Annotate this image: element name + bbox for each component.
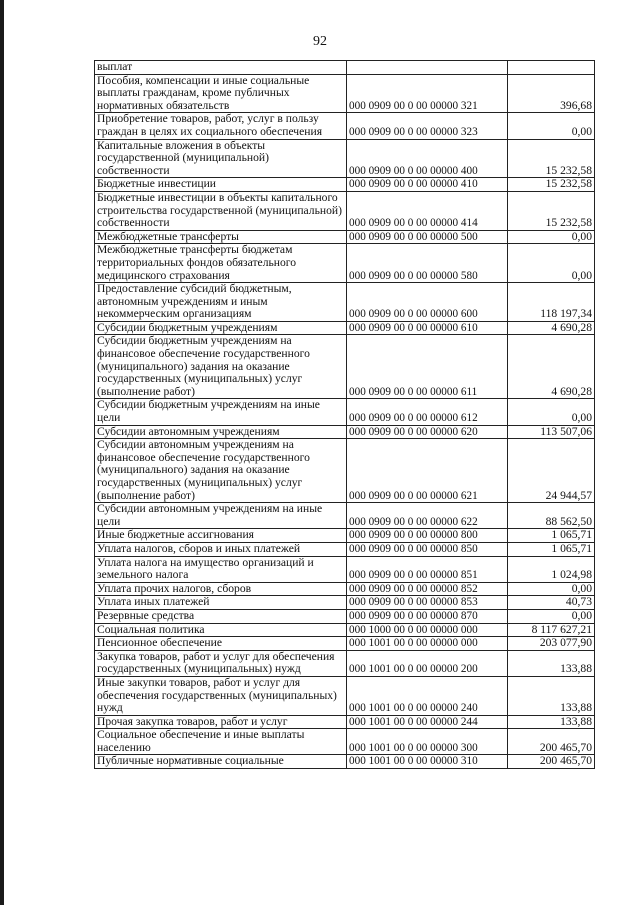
row-code-cell: 000 1001 00 0 00 00000 300 [347, 729, 508, 755]
row-code-cell: 000 0909 00 0 00 00000 321 [347, 74, 508, 113]
table-row [95, 556, 595, 582]
row-sum-cell: 40,73 [508, 596, 595, 610]
row-code-cell: 000 0909 00 0 00 00000 323 [347, 113, 508, 139]
table-row [95, 715, 595, 729]
row-code-cell: 000 0909 00 0 00 00000 800 [347, 529, 508, 543]
table-row [95, 61, 595, 75]
table-row [95, 542, 595, 556]
row-name-cell: Иные бюджетные ассигнования [95, 529, 347, 543]
row-sum-cell: 0,00 [508, 582, 595, 596]
row-sum-cell: 0,00 [508, 113, 595, 139]
row-name-cell: Публичные нормативные социальные [95, 755, 347, 769]
row-sum-cell: 133,88 [508, 715, 595, 729]
row-sum-cell: 0,00 [508, 244, 595, 283]
row-code-cell: 000 1001 00 0 00 00000 000 [347, 637, 508, 651]
row-code-cell: 000 0909 00 0 00 00000 853 [347, 596, 508, 610]
row-sum-cell: 133,88 [508, 650, 595, 676]
budget-table-body [95, 61, 595, 769]
row-code-cell: 000 0909 00 0 00 00000 612 [347, 399, 508, 425]
row-code-cell: 000 0909 00 0 00 00000 500 [347, 230, 508, 244]
row-name-cell: Субсидии автономным учреждениям на финансовое обеспечение государственного (муниципального) задания на оказание государственных (муниципальных) услуг (выполнение работ) [95, 439, 347, 503]
row-sum-cell: 15 232,58 [508, 191, 595, 230]
row-name-cell: Уплата налогов, сборов и иных платежей [95, 542, 347, 556]
row-code-cell: 000 0909 00 0 00 00000 620 [347, 425, 508, 439]
row-code-cell: 000 0909 00 0 00 00000 850 [347, 542, 508, 556]
row-code-cell: 000 0909 00 0 00 00000 851 [347, 556, 508, 582]
table-row [95, 729, 595, 755]
row-code-cell [347, 61, 508, 75]
table-row [95, 74, 595, 113]
row-sum-cell: 8 117 627,21 [508, 623, 595, 637]
row-sum-cell: 15 232,58 [508, 178, 595, 192]
table-row [95, 283, 595, 322]
row-name-cell: Социальное обеспечение и иные выплаты населению [95, 729, 347, 755]
row-name-cell: Социальная политика [95, 623, 347, 637]
row-name-cell: Уплата налога на имущество организаций и земельного налога [95, 556, 347, 582]
row-sum-cell: 133,88 [508, 676, 595, 715]
table-row [95, 529, 595, 543]
row-code-cell: 000 0909 00 0 00 00000 410 [347, 178, 508, 192]
table-row [95, 676, 595, 715]
table-row [95, 596, 595, 610]
row-sum-cell: 15 232,58 [508, 139, 595, 178]
row-sum-cell: 1 024,98 [508, 556, 595, 582]
table-row [95, 178, 595, 192]
row-sum-cell: 200 465,70 [508, 755, 595, 769]
row-sum-cell: 4 690,28 [508, 335, 595, 399]
row-code-cell: 000 0909 00 0 00 00000 610 [347, 321, 508, 335]
table-row [95, 230, 595, 244]
row-code-cell: 000 0909 00 0 00 00000 611 [347, 335, 508, 399]
row-code-cell: 000 0909 00 0 00 00000 621 [347, 439, 508, 503]
row-sum-cell: 1 065,71 [508, 529, 595, 543]
row-name-cell: Прочая закупка товаров, работ и услуг [95, 715, 347, 729]
table-row [95, 335, 595, 399]
row-sum-cell: 88 562,50 [508, 503, 595, 529]
row-name-cell: Субсидии бюджетным учреждениям на иные цели [95, 399, 347, 425]
row-name-cell: Предоставление субсидий бюджетным, автономным учреждениям и иным некоммерческим организациям [95, 283, 347, 322]
row-name-cell: Капитальные вложения в объекты государственной (муниципальной) собственности [95, 139, 347, 178]
table-row [95, 623, 595, 637]
row-code-cell: 000 0909 00 0 00 00000 600 [347, 283, 508, 322]
table-row [95, 399, 595, 425]
row-sum-cell: 4 690,28 [508, 321, 595, 335]
table-row [95, 637, 595, 651]
row-name-cell: Уплата прочих налогов, сборов [95, 582, 347, 596]
table-row [95, 113, 595, 139]
row-code-cell: 000 1000 00 0 00 00000 000 [347, 623, 508, 637]
row-name-cell: Межбюджетные трансферты [95, 230, 347, 244]
row-sum-cell: 0,00 [508, 230, 595, 244]
row-name-cell: выплат [95, 61, 347, 75]
row-code-cell: 000 0909 00 0 00 00000 870 [347, 609, 508, 623]
row-code-cell: 000 0909 00 0 00 00000 580 [347, 244, 508, 283]
table-row [95, 755, 595, 769]
table-row [95, 244, 595, 283]
row-name-cell: Пенсионное обеспечение [95, 637, 347, 651]
table-row [95, 321, 595, 335]
row-name-cell: Межбюджетные трансферты бюджетам территориальных фондов обязательного медицинского страхования [95, 244, 347, 283]
row-code-cell: 000 1001 00 0 00 00000 240 [347, 676, 508, 715]
table-row [95, 650, 595, 676]
row-code-cell: 000 1001 00 0 00 00000 310 [347, 755, 508, 769]
row-code-cell: 000 0909 00 0 00 00000 400 [347, 139, 508, 178]
row-sum-cell [508, 61, 595, 75]
table-row [95, 425, 595, 439]
page-number: 92 [313, 34, 327, 49]
row-sum-cell: 0,00 [508, 609, 595, 623]
row-name-cell: Приобретение товаров, работ, услуг в пользу граждан в целях их социального обеспечения [95, 113, 347, 139]
row-name-cell: Субсидии бюджетным учреждениям на финансовое обеспечение государственного (муниципального) задания на оказание государственных (муниципальных) услуг (выполнение работ) [95, 335, 347, 399]
row-name-cell: Субсидии автономным учреждениям на иные цели [95, 503, 347, 529]
row-name-cell: Бюджетные инвестиции в объекты капитального строительства государственной (муниципальной) собственности [95, 191, 347, 230]
table-row [95, 503, 595, 529]
row-name-cell: Субсидии автономным учреждениям [95, 425, 347, 439]
row-name-cell: Закупка товаров, работ и услуг для обеспечения государственных (муниципальных) нужд [95, 650, 347, 676]
row-sum-cell: 0,00 [508, 399, 595, 425]
row-sum-cell: 113 507,06 [508, 425, 595, 439]
row-sum-cell: 396,68 [508, 74, 595, 113]
row-sum-cell: 118 197,34 [508, 283, 595, 322]
row-code-cell: 000 1001 00 0 00 00000 244 [347, 715, 508, 729]
budget-table [94, 60, 595, 769]
table-row [95, 582, 595, 596]
scan-edge [0, 0, 4, 905]
table-row [95, 439, 595, 503]
row-code-cell: 000 1001 00 0 00 00000 200 [347, 650, 508, 676]
row-sum-cell: 1 065,71 [508, 542, 595, 556]
table-row [95, 139, 595, 178]
row-sum-cell: 200 465,70 [508, 729, 595, 755]
row-code-cell: 000 0909 00 0 00 00000 622 [347, 503, 508, 529]
row-name-cell: Уплата иных платежей [95, 596, 347, 610]
row-sum-cell: 24 944,57 [508, 439, 595, 503]
row-code-cell: 000 0909 00 0 00 00000 414 [347, 191, 508, 230]
row-code-cell: 000 0909 00 0 00 00000 852 [347, 582, 508, 596]
row-name-cell: Субсидии бюджетным учреждениям [95, 321, 347, 335]
table-row [95, 609, 595, 623]
table-row [95, 191, 595, 230]
row-name-cell: Резервные средства [95, 609, 347, 623]
row-sum-cell: 203 077,90 [508, 637, 595, 651]
row-name-cell: Иные закупки товаров, работ и услуг для обеспечения государственных (муниципальных) нужд [95, 676, 347, 715]
row-name-cell: Бюджетные инвестиции [95, 178, 347, 192]
row-name-cell: Пособия, компенсации и иные социальные выплаты гражданам, кроме публичных нормативных обязательств [95, 74, 347, 113]
